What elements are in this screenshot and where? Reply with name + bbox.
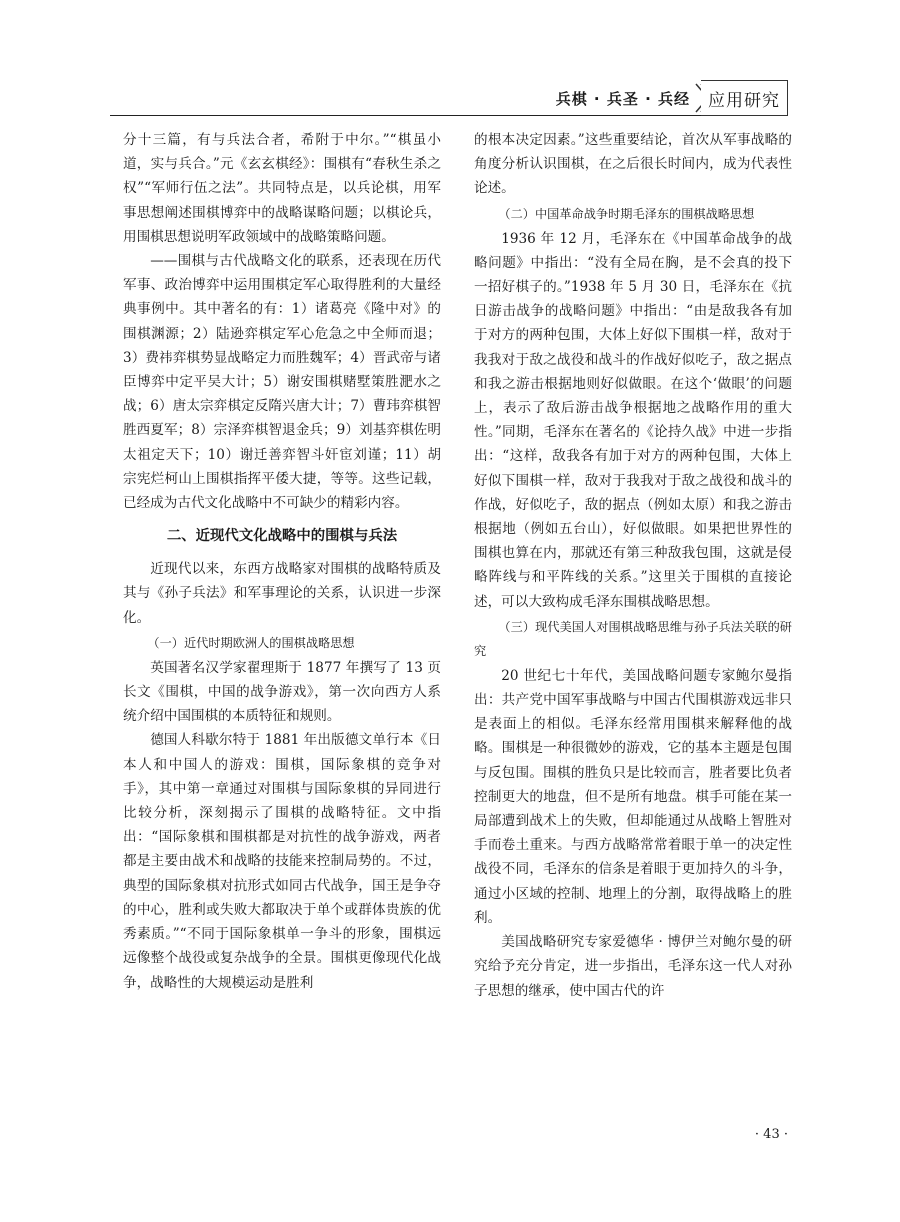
paragraph: 20 世纪七十年代，美国战略问题专家鲍尔曼指出：共产党中国军事战略与中国古代围棋游戏远非只是表面上的相似。毛泽东经常用围棋来解释他的战略。围棋是一种很微妙的游戏，它的基本主题是包围与反包围。围棋的胜负只是比较而言，胜者要比负者控制更大的地盘，但不是所有地盘。棋手可能在某一局部遭到战术上的失败，但却能通过从战略上智胜对手而卷土重来。与西方战略常常着眼于单一的决定性战役不同，毛泽东的信条是着眼于更加持久的斗争，通过小区域的控制、地理上的分割，取得战略上的胜利。 (474, 667, 792, 926)
running-header (0, 80, 900, 116)
paragraph: 美国战略研究专家爱德华 · 博伊兰对鲍尔曼的研究给予充分肯定，进一步指出，毛泽东这一代人对孙子思想的继承，使中国古代的许 (474, 934, 792, 999)
paragraph: 1936 年 12 月，毛泽东在《中国革命战争的战略问题》中指出：“没有全局在胸，是不会真的投下一招好棋子的。”1938 年 5 月 30 日，毛泽东在《抗日游击战争的战略问题》中指出：“由是敌我各有加于对方的两种包围，大体上好似下围棋一样，敌对于我我对于敌之战役和战斗的作战好似吃子，敌之据点和我之游击根据地则好似做眼。在这个‘做眼’的问题上，表示了敌后游击战争根据地之战略作用的重大性。”同期，毛泽东在著名的《论持久战》中进一步指出：“这样，敌我各有加于对方的两种包围，大体上好似下围棋一样，敌对于我我对于敌之战役和战斗的作战，好似吃子，敌的据点（例如太原）和我之游击根据地（例如五台山），好似做眼。如果把世界性的围棋也算在内，那就还有第三种敌我包围，这就是侵略阵线与和平阵线的关系。”这里关于围棋的直接论述，可以大致构成毛泽东围棋战略思想。 (474, 230, 792, 610)
paragraph: ——围棋与古代战略文化的联系，还表现在历代军事、政治博弈中运用围棋定军心取得胜利的大量经典事例中。其中著名的有：1）诸葛亮《隆中对》的围棋渊源；2）陆逊弈棋定军心危急之中全师而退；3）费祎弈棋势显战略定力而胜魏军；4）晋武帝与诸臣博弈中定平吴大计；5）谢安围棋赌墅策胜淝水之战；6）唐太宗弈棋定反隋兴唐大计；7）曹玮弈棋智胜西夏军；8）宗泽弈棋智退金兵；9）刘基弈棋佐明太祖定天下；10）谢迁善弈智斗奸宦刘谨；11）胡宗宪烂柯山上围棋指挥平倭大捷，等等。这些记载，已经成为古代文化战略中不可缺少的精彩内容。 (123, 253, 441, 512)
series-title: 兵棋 · 兵圣 · 兵经 (555, 90, 690, 108)
paragraph: 近现代以来，东西方战略家对围棋的战略特质及其与《孙子兵法》和军事理论的关系，认识进一步深化。 (123, 561, 441, 626)
page-number: · 43 · (754, 1127, 788, 1142)
left-column (123, 128, 441, 995)
subsection-heading: （一）近代时期欧洲人的围棋战略思想 (147, 635, 355, 650)
right-column (474, 128, 792, 1003)
paragraph: 德国人科歇尔特于 1881 年出版德文单行本《日本人和中国人的游戏：围棋，国际象棋的竞争对手》，其中第一章通过对围棋与国际象棋的异同进行比较分析，深刻揭示了围棋的战略特征。文中指出：“国际象棋和围棋都是对抗性的战争游戏，两者都是主要由战术和战略的技能来控制局势的。不过，典型的国际象棋对抗形式如同古代战争，国王是争夺的中心，胜利或失败大都取决于单个或群体贵族的优秀素质。”“不同于国际象棋单一争斗的形象，围棋远远像整个战役或复杂战争的全景。围棋更像现代化战争，战略性的大规模运动是胜利 (123, 732, 441, 991)
subsection-heading: （三）现代美国人对围棋战略思维与孙子兵法关联的研究 (474, 619, 792, 658)
paragraph: 英国著名汉学家翟理斯于 1877 年撰写了 13 页长文《围棋，中国的战争游戏》，第一次向西方人系统介绍中国围棋的本质特征和规则。 (123, 659, 441, 725)
header-rule (110, 115, 788, 116)
paragraph: 的根本决定因素。”这些重要结论，首次从军事战略的角度分析认识围棋，在之后很长时间内，成为代表性论述。 (474, 132, 792, 197)
section-label: 应用研究 (701, 80, 788, 116)
subsection-heading: （二）中国革命战争时期毛泽东的围棋战略思想 (498, 206, 755, 221)
section-heading: 二、近现代文化战略中的围棋与兵法 (166, 528, 398, 545)
paragraph: 分十三篇，有与兵法合者，希附于中尔。”“棋虽小道，实与兵合。”元《玄玄棋经》：围棋有“春秋生杀之权”“军师行伍之法”。共同特点是，以兵论棋，用军事思想阐述围棋博弈中的战略谋略问题；以棋论兵，用围棋思想说明军政领域中的战略策略问题。 (123, 132, 441, 245)
